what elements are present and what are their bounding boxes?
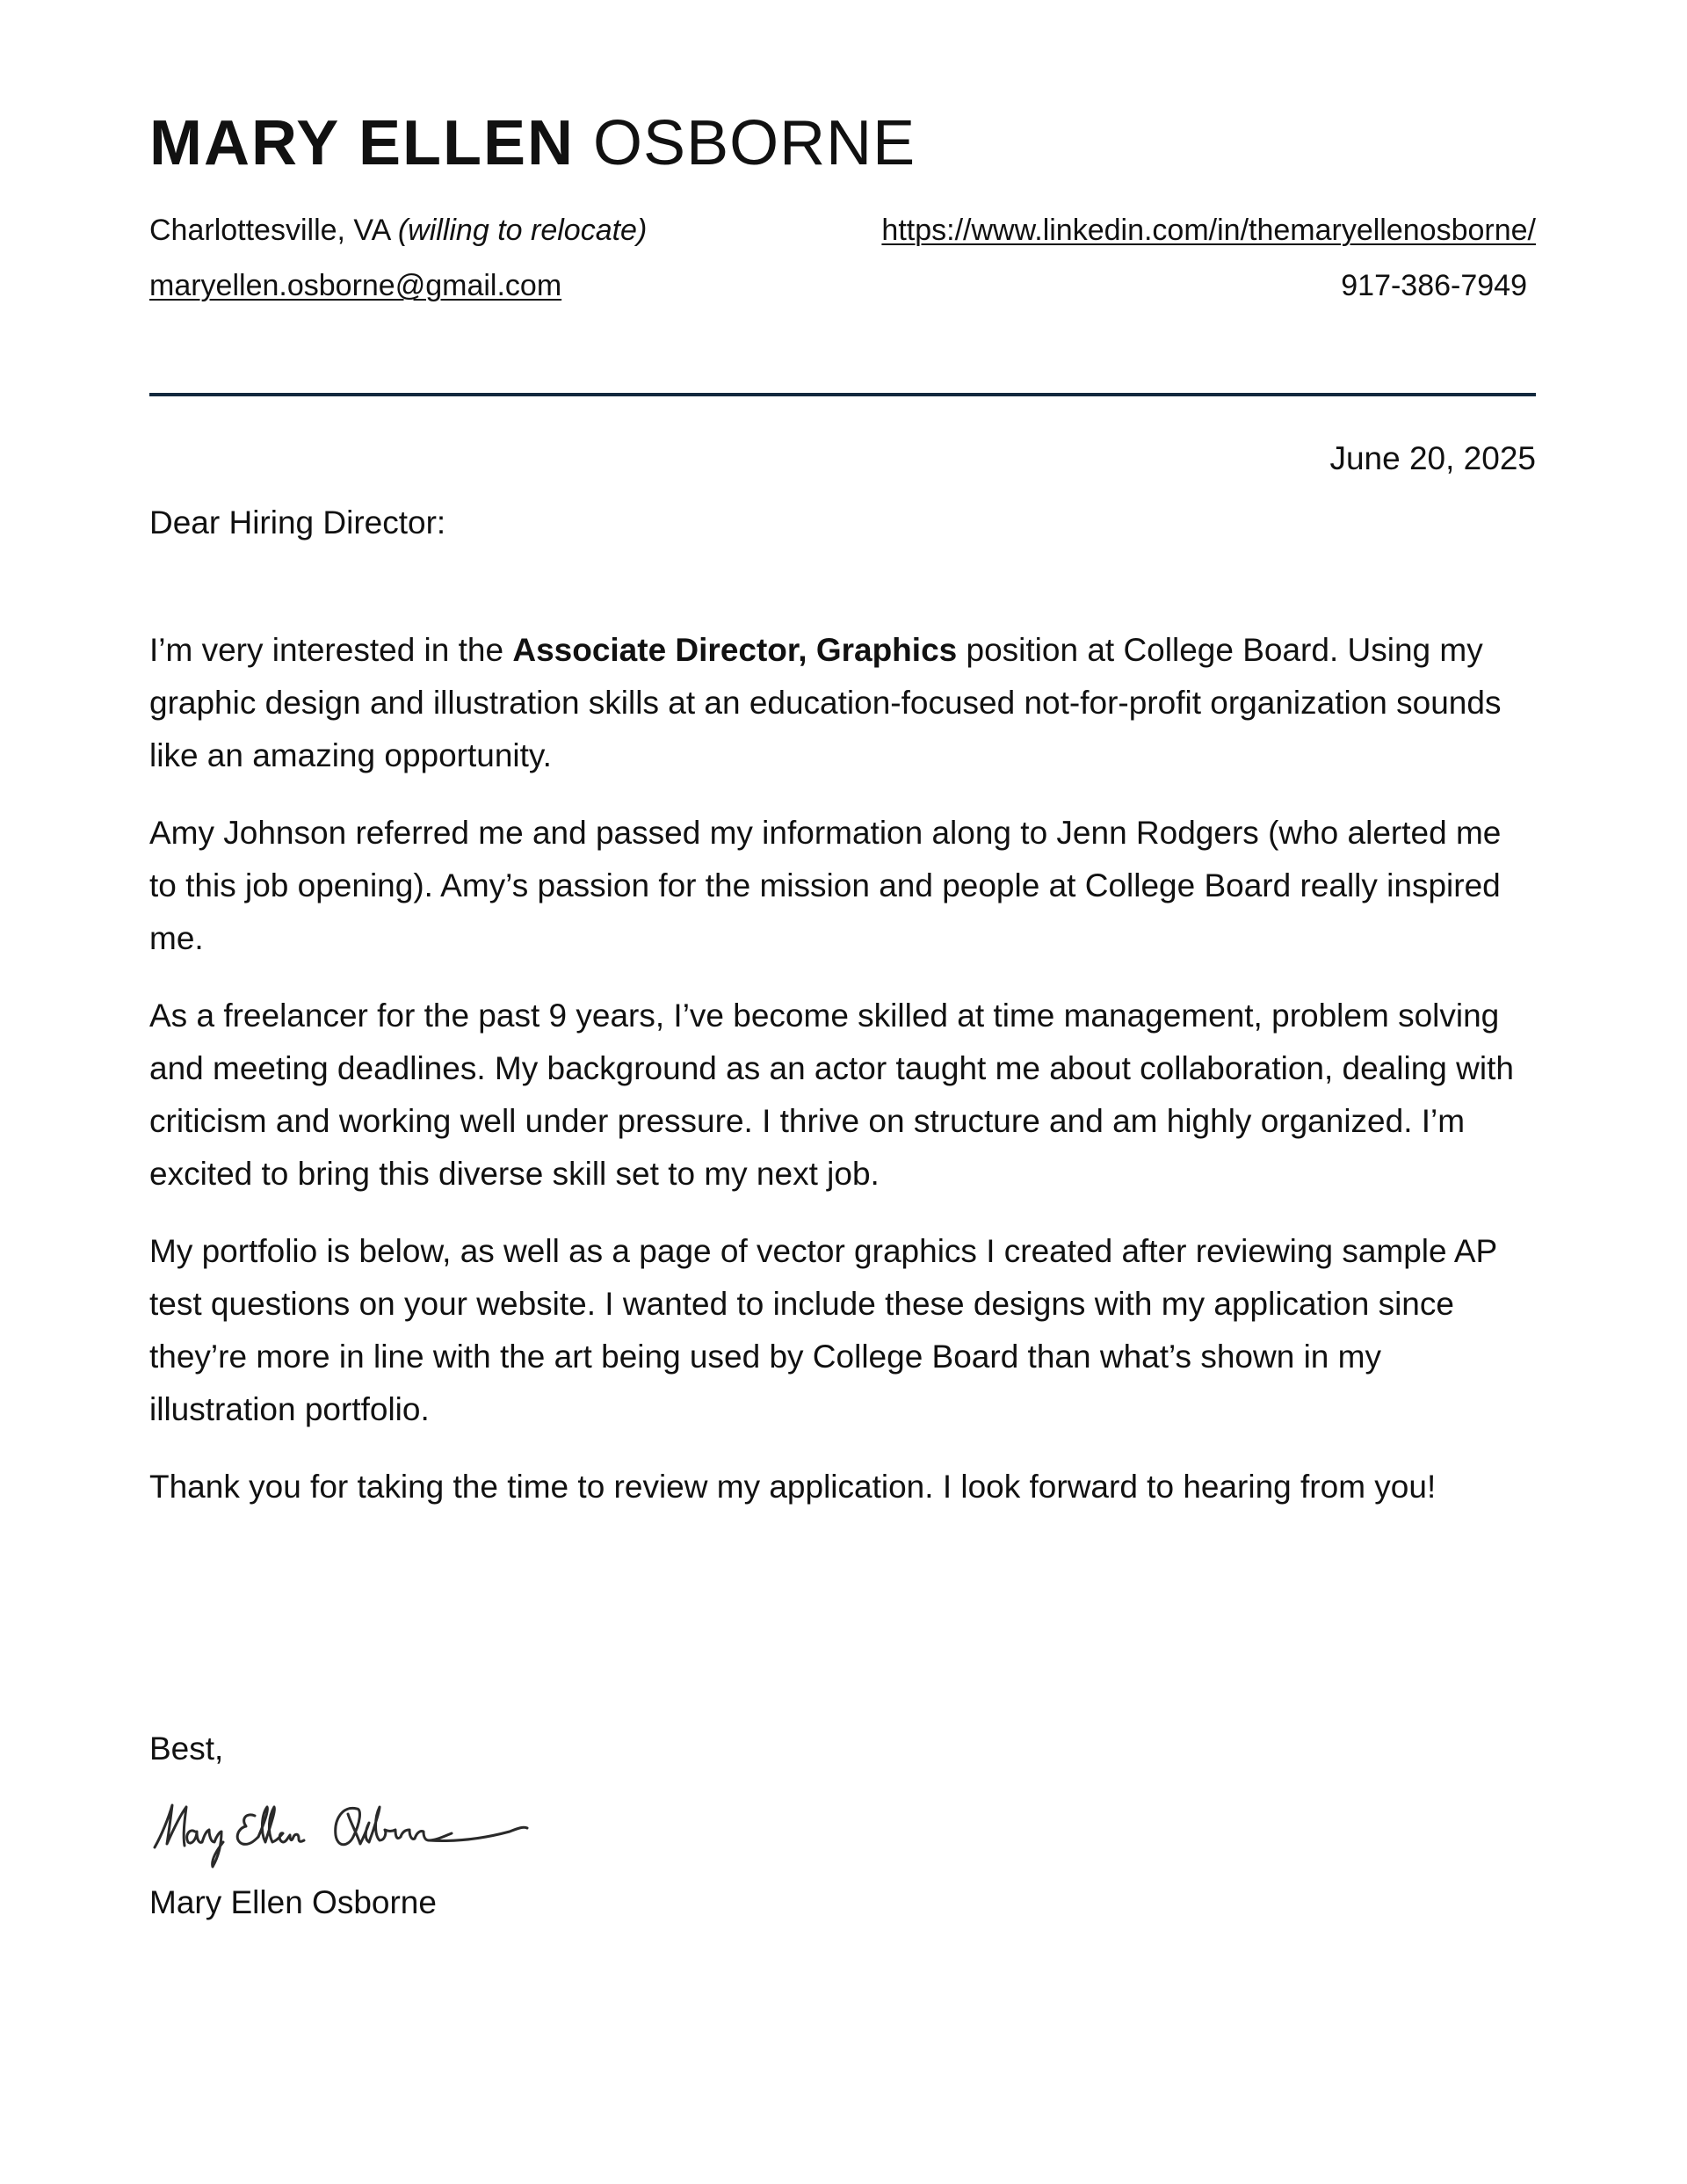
location	[149, 211, 647, 250]
job-title-emphasis: Associate Director, Graphics	[512, 632, 958, 668]
email-link[interactable]: maryellen.osborne@gmail.com	[149, 269, 562, 302]
paragraph-1-text-start: I’m very interested in the	[149, 632, 513, 668]
name-first: MARY ELLEN	[149, 108, 576, 178]
signature-icon	[149, 1793, 606, 1881]
paragraph-4: My portfolio is below, as well as a page of vector graphics I created after reviewing sample AP test questions on your website. I wanted to include these designs with my application since they’re more in line with the art being used by College Board than what’s shown in my illustration portfolio.	[149, 1233, 1497, 1427]
location-city: Charlottesville, VA	[149, 214, 390, 247]
letter-date: June 20, 2025	[1329, 440, 1536, 476]
signed-name: Mary Ellen Osborne	[149, 1884, 437, 1920]
closing: Best,	[149, 1731, 224, 1767]
linkedin-link[interactable]: https://www.linkedin.com/in/themaryellenosborne/	[881, 214, 1536, 247]
paragraph-2: Amy Johnson referred me and passed my information along to Jenn Rodgers (who alerted me to this job opening). Amy’s passion for the mission and people at College Board really inspired me.	[149, 815, 1502, 956]
location-note: (willing to relocate)	[397, 214, 648, 247]
phone-number: 917-386-7949	[1341, 269, 1527, 302]
paragraph-1	[149, 624, 1536, 782]
applicant-name-heading	[149, 104, 916, 183]
paragraph-5: Thank you for taking the time to review my application. I look forward to hearing from you!	[149, 1469, 1437, 1505]
name-last: OSBORNE	[593, 108, 916, 178]
header-divider	[149, 393, 1536, 396]
paragraph-1-text-end: position at College Board. Using my graphic design and illustration skills at an education-focused not-for-profit organization sounds like an amazing opportunity.	[149, 632, 1502, 773]
paragraph-3: As a freelancer for the past 9 years, I’ve become skilled at time management, problem solving and meeting deadlines. My background as an actor taught me about collaboration, dealing with criticism and working well under pressure. I thrive on structure and am highly organized. I’m excited to bring this diverse skill set to my next job.	[149, 998, 1514, 1192]
salutation: Dear Hiring Director:	[149, 504, 446, 541]
letter-body	[149, 624, 1536, 1538]
